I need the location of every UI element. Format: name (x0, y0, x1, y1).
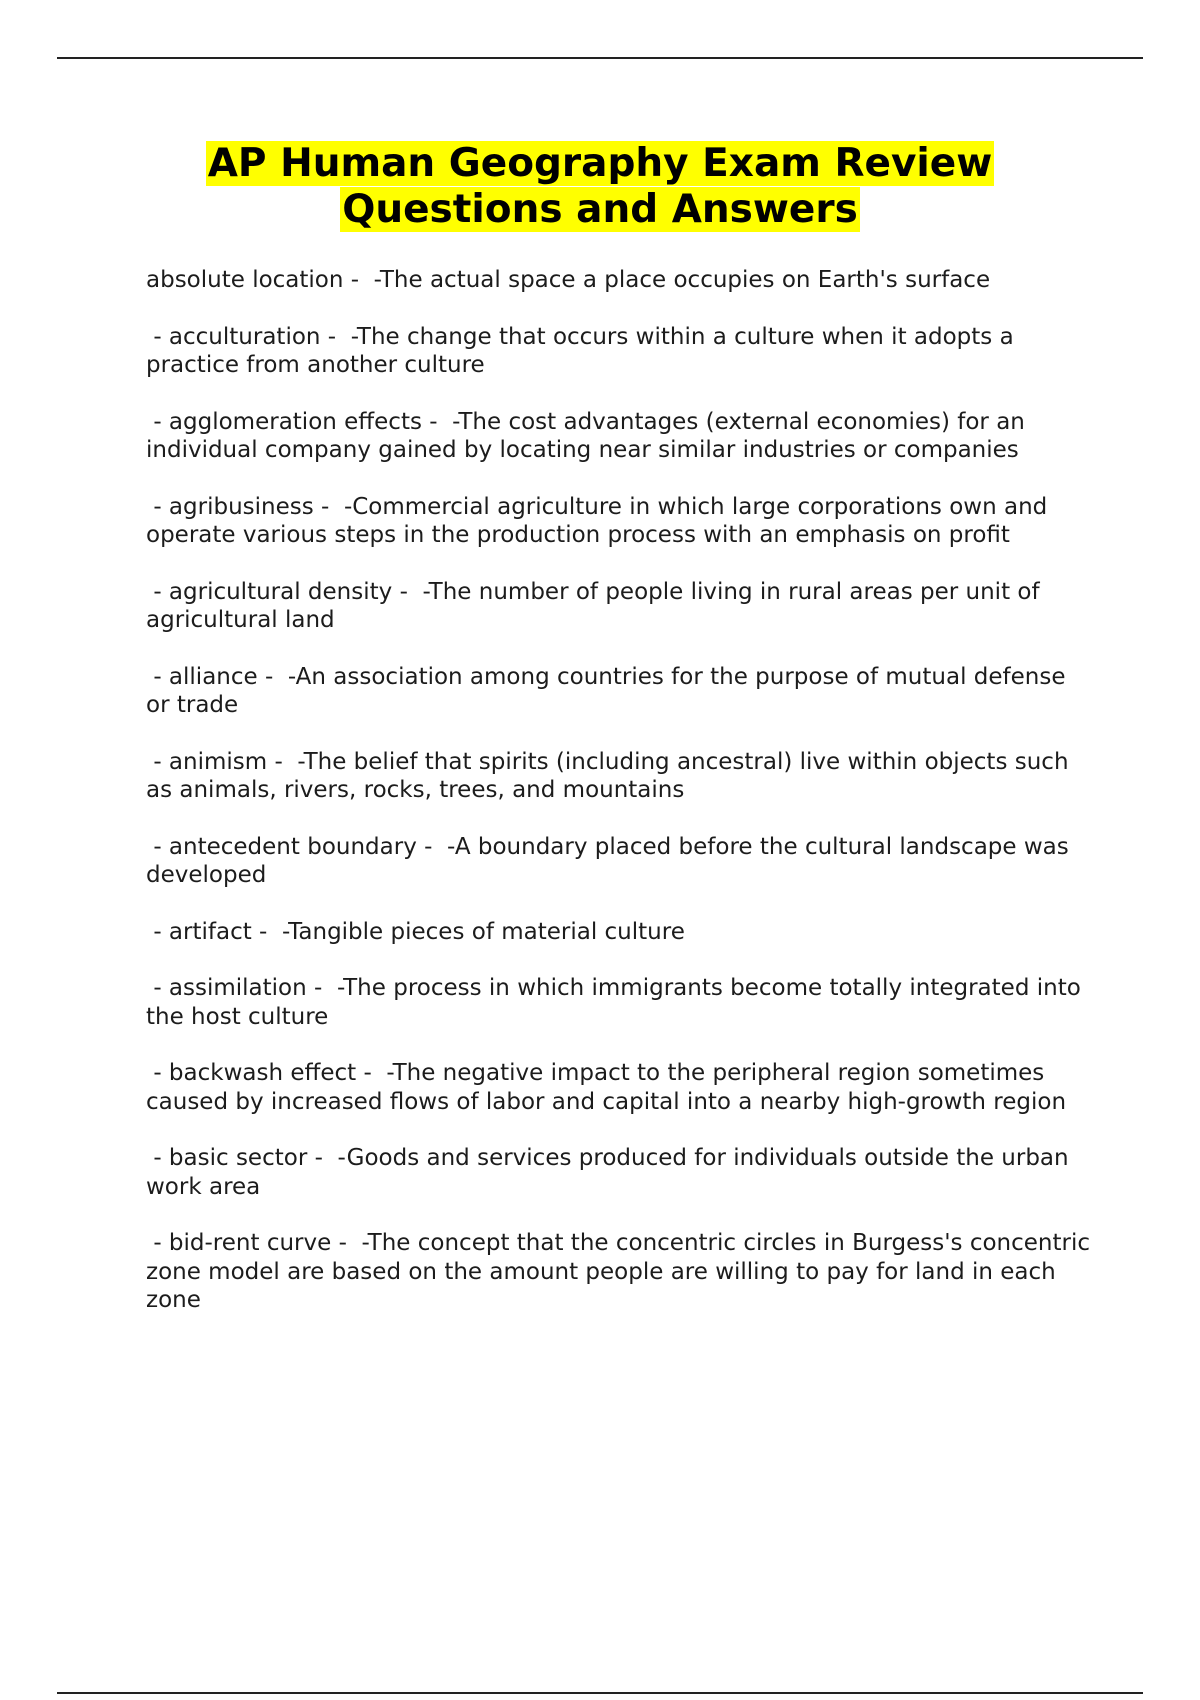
title-line-1: AP Human Geography Exam Review (207, 141, 993, 186)
glossary-entry: - agribusiness - -Commercial agriculture in which large corporations own and operate various steps in the production process with an emphasis on profit (146, 493, 1055, 548)
glossary-entry: - animism - -The belief that spirits (including ancestral) live within objects such as animals, rivers, rocks, trees, and mountains (146, 748, 1076, 803)
glossary-entry: - alliance - -An association among countries for the purpose of mutual defense or trade (146, 663, 1073, 718)
glossary-entry: - acculturation - -The change that occurs within a culture when it adopts a practice from another culture (146, 323, 1021, 378)
page-title (100, 141, 1100, 233)
glossary-entry: - agricultural density - -The number of people living in rural areas per unit of agricultural land (146, 578, 1047, 633)
glossary-entry: - artifact - -Tangible pieces of material culture (146, 918, 685, 945)
glossary-entry: - bid-rent curve - -The concept that the concentric circles in Burgess's concentric zone model are based on the amount people are willing to pay for land in each zone (146, 1230, 1098, 1313)
bottom-divider (57, 1692, 1143, 1694)
glossary-entry: - agglomeration effects - -The cost advantages (external economies) for an individual company gained by locating near similar industries or companies (146, 408, 1033, 463)
glossary-entry: - antecedent boundary - -A boundary placed before the cultural landscape was developed (146, 833, 1077, 888)
glossary-entry: - assimilation - -The process in which immigrants become totally integrated into the host culture (146, 975, 1089, 1030)
glossary-entry: - backwash effect - -The negative impact to the peripheral region sometimes caused by increased flows of labor and capital into a nearby high-growth region (146, 1060, 1067, 1115)
glossary-list (146, 266, 1096, 1343)
glossary-entry: - basic sector - -Goods and services produced for individuals outside the urban work area (146, 1145, 1076, 1200)
document-title (100, 141, 1100, 233)
glossary-entry: absolute location - -The actual space a place occupies on Earth's surface (146, 267, 991, 293)
title-line-2: Questions and Answers (342, 187, 858, 232)
top-divider (57, 57, 1143, 59)
